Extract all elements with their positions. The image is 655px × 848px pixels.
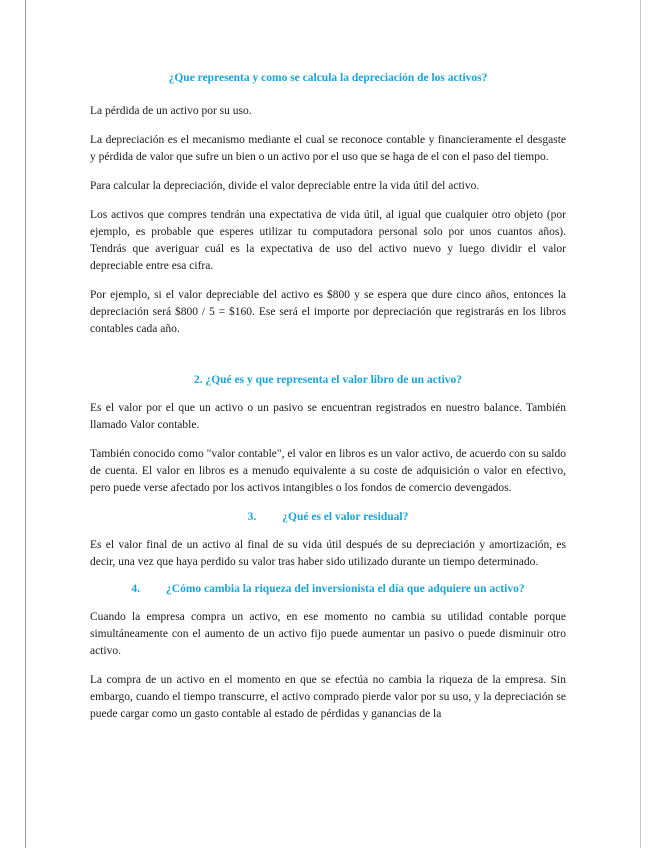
section-heading-text: ¿Qué es el valor residual?: [282, 511, 409, 523]
paragraph: Los activos que compres tendrán una expectativa de vida útil, al igual que cualquier otro objeto (por ejemplo, es probable que esperes utilizar tu computadora personal solo por unos cuantos años). Tendrás que averiguar cuál es la expectativa de uso del activo nuevo y luego dividir el valor depreciable entre esa cifra.: [90, 209, 566, 272]
section-heading-text: ¿Cómo cambia la riqueza del inversionista el día que adquiere un activo?: [166, 583, 525, 595]
paragraph: La depreciación es el mecanismo mediante el cual se reconoce contable y financieramente el desgaste y pérdida de valor que sufre un bien o un activo por el uso que se haga de el con el paso del tiempo.: [90, 134, 566, 163]
section-heading-valor-residual: [90, 509, 566, 525]
paragraph: Es el valor por el que un activo o un pasivo se encuentran registrados en nuestro balance. También llamado Valor contable.: [90, 402, 566, 431]
section-heading-riqueza: [90, 581, 566, 597]
paragraph: Es el valor final de un activo al final de su vida útil después de su depreciación y amortización, es decir, una vez que haya perdido su valor tras haber sido utilizado durante un tiempo determinado.: [90, 539, 566, 568]
section-number: 3.: [247, 511, 257, 523]
section-heading-depreciacion: ¿Que representa y como se calcula la depreciación de los activos?: [168, 72, 488, 84]
paragraph: La pérdida de un activo por su uso.: [90, 105, 252, 117]
paragraph: Para calcular la depreciación, divide el valor depreciable entre la vida útil del activo.: [90, 180, 480, 192]
section-number: 4.: [131, 583, 141, 595]
document-page: [90, 70, 566, 723]
page-right-edge: [640, 0, 641, 848]
section-heading-valor-libro: 2. ¿Qué es y que representa el valor libro de un activo?: [193, 374, 463, 386]
paragraph: Cuando la empresa compra un activo, en ese momento no cambia su utilidad contable porque simultáneamente con el aumento de un activo fijo puede aumentar un pasivo o puede disminuir otro activo.: [90, 611, 566, 657]
paragraph: Por ejemplo, si el valor depreciable del activo es $800 y se espera que dure cinco años, entonces la depreciación será $800 / 5 = $160. Ese será el importe por depreciación que registrarás en los libros contables cada año.: [90, 289, 566, 335]
page-left-edge: [25, 0, 26, 848]
paragraph: También conocido como "valor contable", el valor en libros es un valor activo, de acuerdo con su saldo de cuenta. El valor en libros es a menudo equivalente a su coste de adquisición o valor en efectivo, pero puede verse afectado por los activos intangibles o los fondos de comercio devengados.: [90, 448, 566, 494]
paragraph: La compra de un activo en el momento en que se efectúa no cambia la riqueza de la empresa. Sin embargo, cuando el tiempo transcurre, el activo comprado pierde valor por su uso, y la depreciación se puede cargar como un gasto contable al estado de pérdidas y ganancias de la: [90, 674, 566, 720]
